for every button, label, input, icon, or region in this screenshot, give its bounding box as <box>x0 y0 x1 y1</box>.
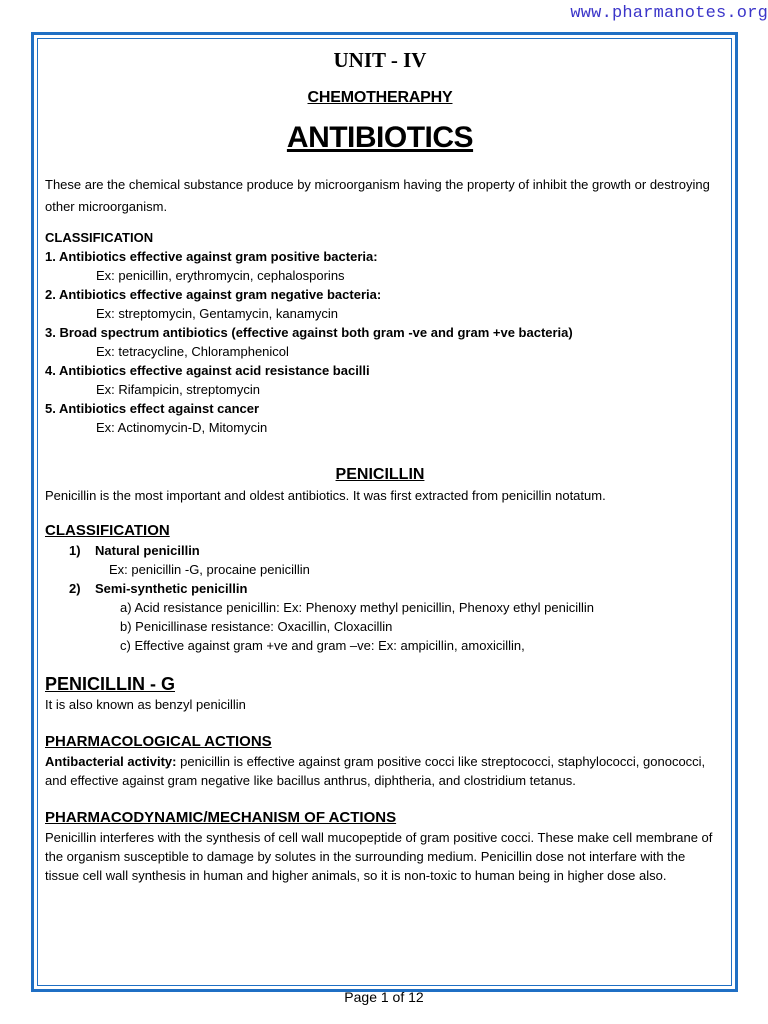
semi-synthetic-subitem: a) Acid resistance penicillin: Ex: Phenoxy methyl penicillin, Phenoxy ethyl penicillin <box>120 600 595 615</box>
mechanism-paragraph: Penicillin interferes with the synthesis of cell wall mucopeptide of gram positive cocci. These make cell membrane of the organism susceptible to damage by solutes in the surrounding medium. Penicillin dose not interfare with the tissue cell wall synthesis in human and higher animals, so it is non-toxic to human being in higher dose also. <box>45 830 713 883</box>
classification-item: 3. Broad spectrum antibiotics (effective against both gram -ve and gram +ve bacteria) <box>45 325 573 340</box>
penicillin-g-heading: PENICILLIN - G <box>45 674 175 694</box>
list-number: 1) <box>69 543 81 558</box>
site-url: www.pharmanotes.org <box>570 4 768 23</box>
list-number: 2) <box>69 581 81 596</box>
semi-synthetic-subitem: c) Effective against gram +ve and gram –ve: Ex: ampicillin, amoxicillin, <box>120 638 525 653</box>
unit-heading: UNIT - IV <box>333 48 427 72</box>
classification-heading: CLASSIFICATION <box>45 230 154 245</box>
classification-section <box>45 228 715 437</box>
penicillin-paragraph: Penicillin is the most important and oldest antibiotics. It was first extracted from penicillin notatum. <box>45 488 606 503</box>
classification-item: 2. Antibiotics effective against gram negative bacteria: <box>45 287 382 302</box>
classification-item: 4. Antibiotics effective against acid resistance bacilli <box>45 363 370 378</box>
list-label: Natural penicillin <box>95 543 200 558</box>
classification-example: Ex: Actinomycin-D, Mitomycin <box>96 420 268 435</box>
classification-example: Ex: tetracycline, Chloramphenicol <box>96 344 289 359</box>
penicillin-classification-heading: CLASSIFICATION <box>45 522 170 539</box>
subject-heading: CHEMOTHERAPHY <box>307 89 453 106</box>
list-label: Semi-synthetic penicillin <box>95 581 248 596</box>
penicillin-heading: PENICILLIN <box>335 466 425 483</box>
page-title: ANTIBIOTICS <box>286 121 474 154</box>
antibacterial-activity-label: Antibacterial activity: <box>45 754 177 769</box>
page-number: Page 1 of 12 <box>344 989 424 1005</box>
semi-synthetic-subitem: b) Penicillinase resistance: Oxacillin, Cloxacillin <box>120 619 393 634</box>
natural-penicillin-item <box>45 541 715 560</box>
natural-penicillin-example: Ex: penicillin -G, procaine penicillin <box>109 562 310 577</box>
classification-example: Ex: streptomycin, Gentamycin, kanamycin <box>96 306 339 321</box>
classification-item: 5. Antibiotics effect against cancer <box>45 401 260 416</box>
classification-example: Ex: Rifampicin, streptomycin <box>96 382 260 397</box>
mechanism-heading: PHARMACODYNAMIC/MECHANISM OF ACTIONS <box>45 809 397 826</box>
pharmacological-actions-heading: PHARMACOLOGICAL ACTIONS <box>45 733 272 750</box>
antibacterial-activity-text: penicillin is effective against gram positive cocci like streptococci, staphylococci, gonococci, and effective against gram negative like bacillus anthrus, diphtheria, and clostridium tetanus. <box>45 754 706 788</box>
classification-example: Ex: penicillin, erythromycin, cephalosporins <box>96 268 345 283</box>
pharmacological-actions-paragraph <box>45 752 715 790</box>
semi-synthetic-penicillin-item <box>45 579 715 598</box>
intro-paragraph: These are the chemical substance produce by microorganism having the property of inhibit the growth or destroying other microorganism. <box>45 177 710 214</box>
classification-item: 1. Antibiotics effective against gram positive bacteria: <box>45 249 378 264</box>
page-content <box>45 40 715 885</box>
penicillin-g-paragraph: It is also known as benzyl penicillin <box>45 697 246 712</box>
